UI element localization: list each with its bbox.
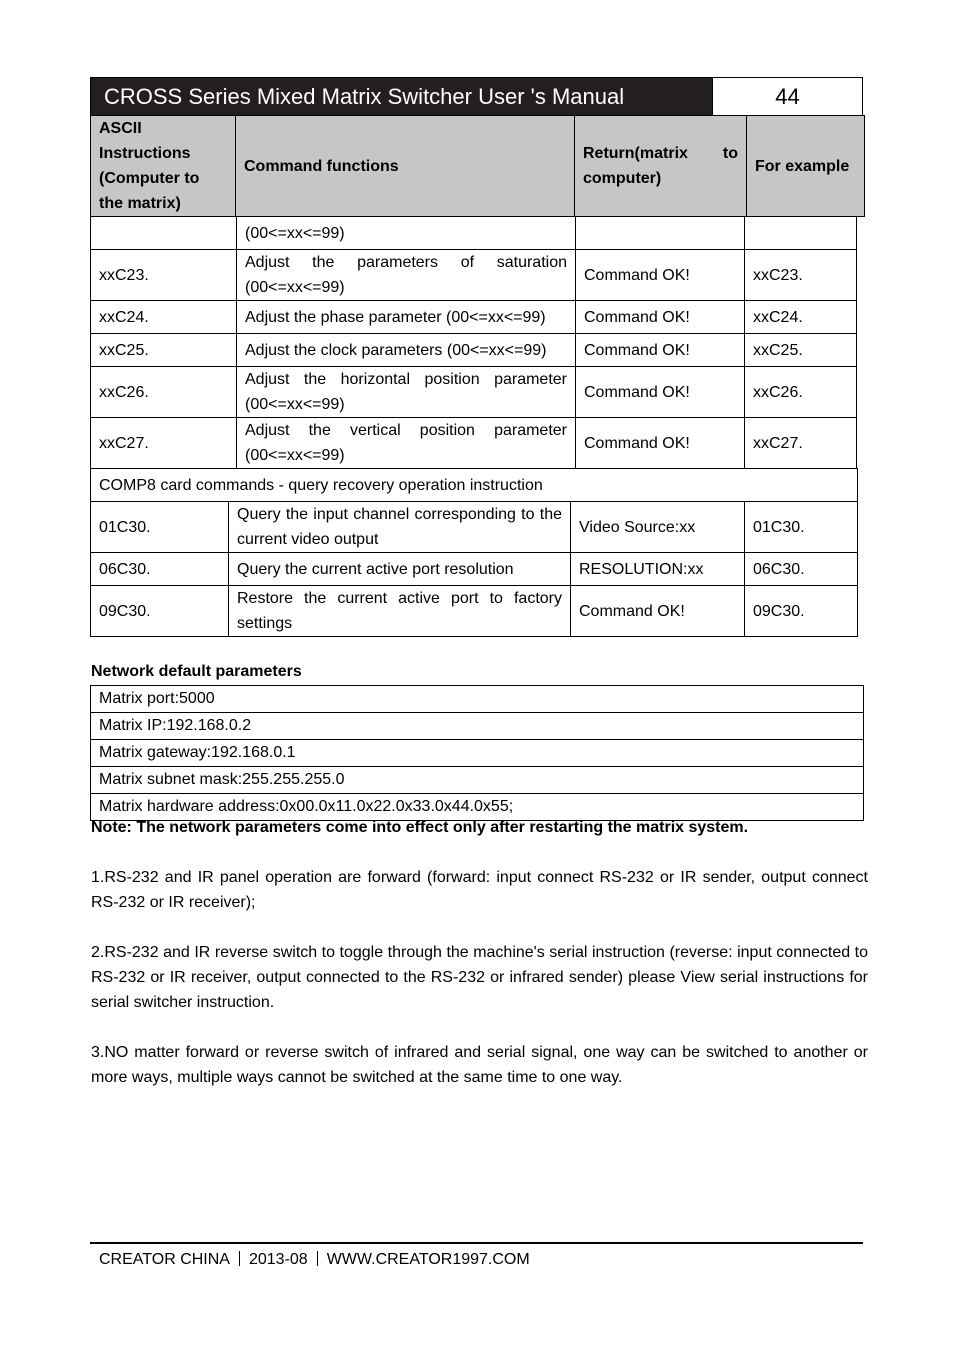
table-row <box>91 250 857 301</box>
table-row <box>91 586 858 637</box>
example-cell: 01C30. <box>745 502 858 553</box>
table-row <box>91 740 864 767</box>
func-cell: Adjust the clock parameters (00<=xx<=99) <box>237 334 576 367</box>
table-row <box>91 217 857 250</box>
func-cell: Adjust the vertical position parameter (00<=xx<=99) <box>237 418 576 469</box>
func-cell: Adjust the horizontal position parameter (00<=xx<=99) <box>237 367 576 418</box>
network-param: Matrix port:5000 <box>91 686 864 713</box>
func-cell: (00<=xx<=99) <box>237 217 576 250</box>
func-cell: Query the current active port resolution <box>229 553 571 586</box>
table-row <box>91 767 864 794</box>
header-for-example: For example <box>747 116 865 217</box>
cmd-cell: xxC26. <box>91 367 237 418</box>
section-heading: COMP8 card commands - query recovery operation instruction <box>91 469 858 502</box>
func-cell: Query the input channel corresponding to the current video output <box>229 502 571 553</box>
header-return: Return(matrix to computer) <box>575 116 747 217</box>
table-row <box>91 713 864 740</box>
cmd-cell: 09C30. <box>91 586 229 637</box>
network-param: Matrix gateway:192.168.0.1 <box>91 740 864 767</box>
table-row <box>91 418 857 469</box>
cmd-cell: xxC24. <box>91 301 237 334</box>
table-row <box>91 334 857 367</box>
return-cell: Command OK! <box>576 250 745 301</box>
page-header <box>90 77 863 116</box>
example-cell: xxC26. <box>745 367 857 418</box>
footer-website[interactable]: WWW.CREATOR1997.COM <box>326 1251 530 1268</box>
table-row <box>91 367 857 418</box>
paragraph-3: 3.NO matter forward or reverse switch of infrared and serial signal, one way can be switched to another or more ways, multiple ways cannot be switched at the same time to one way. <box>91 1044 868 1086</box>
section-row <box>91 469 858 502</box>
func-cell: Adjust the parameters of saturation (00<=xx<=99) <box>237 250 576 301</box>
header-command-functions: Command functions <box>236 116 575 217</box>
network-param: Matrix hardware address:0x00.0x11.0x22.0x33.0x44.0x55; <box>91 794 864 821</box>
footer-separator <box>317 1251 318 1266</box>
footer-divider <box>90 1242 863 1244</box>
return-cell: Command OK! <box>576 367 745 418</box>
header-ascii-instructions: ASCII Instructions (Computer to the matrix) <box>91 116 236 217</box>
table-row <box>91 301 857 334</box>
table-row <box>91 553 858 586</box>
func-cell: Restore the current active port to factory settings <box>229 586 571 637</box>
command-table <box>90 216 857 469</box>
example-cell: xxC24. <box>745 301 857 334</box>
cmd-cell: xxC27. <box>91 418 237 469</box>
return-cell <box>576 217 745 250</box>
example-cell: xxC25. <box>745 334 857 367</box>
example-cell: xxC27. <box>745 418 857 469</box>
paragraph-2: 2.RS-232 and IR reverse switch to toggle through the machine's serial instruction (reverse: input connected to RS-232 or IR receiver, output connected to the RS-232 or infrared sender) please View serial instructions for serial switcher instruction. <box>91 944 868 1011</box>
page-number: 44 <box>712 78 862 115</box>
network-param: Matrix subnet mask:255.255.255.0 <box>91 767 864 794</box>
network-note: Note: The network parameters come into effect only after restarting the matrix system. <box>91 819 749 836</box>
table-row <box>91 686 864 713</box>
cmd-cell <box>91 217 237 250</box>
example-cell: 06C30. <box>745 553 858 586</box>
footer <box>99 1249 530 1271</box>
cmd-cell: xxC25. <box>91 334 237 367</box>
footer-separator <box>239 1251 240 1266</box>
return-cell: Command OK! <box>576 301 745 334</box>
example-cell: xxC23. <box>745 250 857 301</box>
cmd-cell: 01C30. <box>91 502 229 553</box>
return-cell: Command OK! <box>576 334 745 367</box>
footer-date: 2013-08 <box>248 1251 308 1268</box>
cmd-cell: 06C30. <box>91 553 229 586</box>
manual-title: CROSS Series Mixed Matrix Switcher User 's Manual <box>91 78 712 115</box>
network-param: Matrix IP:192.168.0.2 <box>91 713 864 740</box>
func-cell: Adjust the phase parameter (00<=xx<=99) <box>237 301 576 334</box>
return-cell: Video Source:xx <box>571 502 745 553</box>
table-row <box>91 502 858 553</box>
footer-company: CREATOR CHINA <box>99 1251 230 1268</box>
example-cell <box>745 217 857 250</box>
network-parameters-table <box>90 685 864 821</box>
return-cell: Command OK! <box>576 418 745 469</box>
return-cell: RESOLUTION:xx <box>571 553 745 586</box>
return-cell: Command OK! <box>571 586 745 637</box>
paragraph-1: 1.RS-232 and IR panel operation are forward (forward: input connect RS-232 or IR sender, output connect RS-232 or IR receiver); <box>91 869 868 911</box>
comp8-command-table <box>90 468 858 637</box>
command-table-header <box>90 115 865 217</box>
network-section-title: Network default parameters <box>91 663 302 680</box>
example-cell: 09C30. <box>745 586 858 637</box>
cmd-cell: xxC23. <box>91 250 237 301</box>
